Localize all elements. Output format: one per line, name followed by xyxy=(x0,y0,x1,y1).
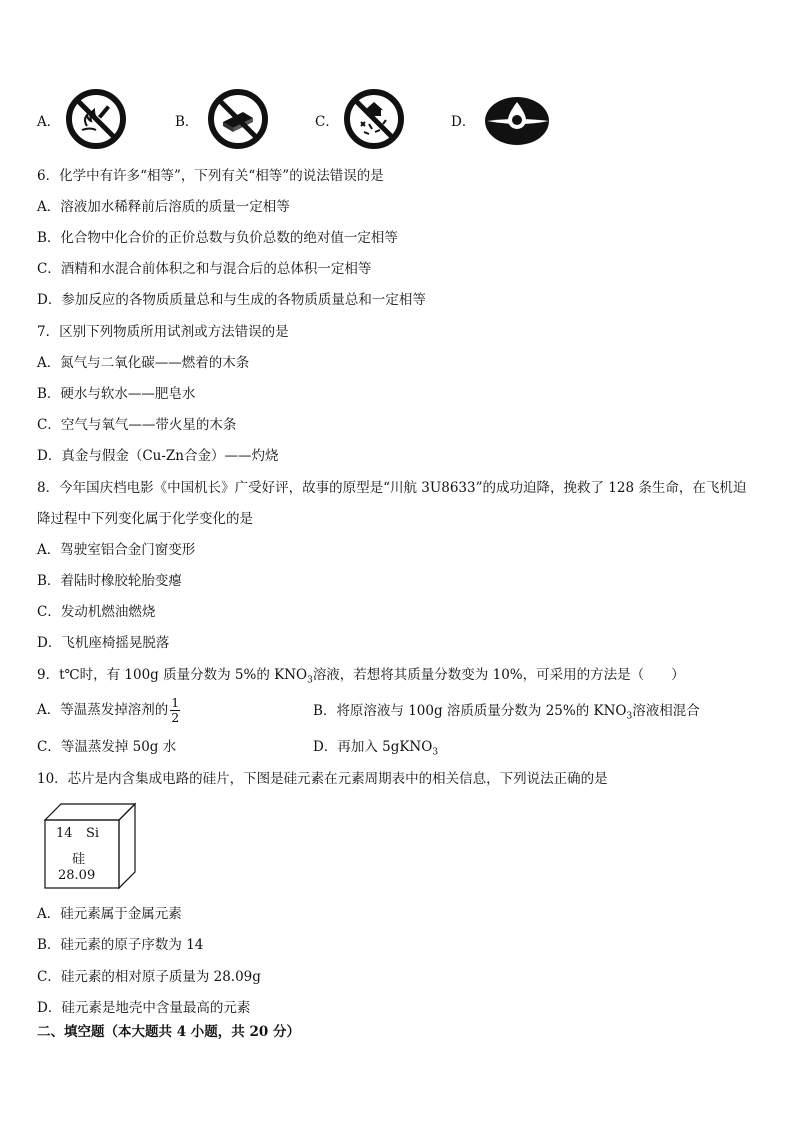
fraction-denominator: 2 xyxy=(171,710,180,725)
q9-stem-pre: 9．t℃时，有 100g 质量分数为 5%的 KNO xyxy=(37,667,308,683)
option-letter-d: D． xyxy=(451,114,476,130)
atomic-mass: 28.09 xyxy=(58,868,96,883)
water-saving-icon xyxy=(483,88,555,150)
q9-option-a xyxy=(37,690,180,730)
q9-option-d-sub: 3 xyxy=(432,747,439,758)
q9-option-d xyxy=(313,738,438,762)
q8-option-a: A．驾驶室铝合金门窗变形 xyxy=(37,542,196,558)
q6-option-c: C．酒精和水混合前体积之和与混合后的总体积一定相等 xyxy=(37,261,372,277)
q9-option-d-pre: D．再加入 5gKNO xyxy=(313,739,433,755)
q9-option-b-post: 溶液相混合 xyxy=(632,703,700,719)
q9-option-b-pre: B．将原溶液与 100g 溶质质量分数为 25%的 KNO xyxy=(313,703,627,719)
q8-stem-line1: 8．今年国庆档电影《中国机长》广受好评，故事的原型是“川航 3U8633”的成功迫降，挽救了 128 条生命，在飞机迫 xyxy=(37,480,747,496)
section-heading: 二、填空题（本大题共 4 小题，共 20 分） xyxy=(37,1024,300,1040)
q6-option-a: A．溶液加水稀释前后溶质的质量一定相等 xyxy=(37,199,290,215)
atomic-number: 14 xyxy=(56,826,73,841)
no-flammable-icon xyxy=(343,88,405,150)
q10-option-b: B．硅元素的原子序数为 14 xyxy=(37,937,204,953)
q6-option-b: B．化合物中化合价的正价总数与负价总数的绝对值一定相等 xyxy=(37,230,398,246)
q9-option-a-text: A．等温蒸发掉溶剂的 xyxy=(37,702,169,718)
q9-option-b-sub: 3 xyxy=(626,711,633,722)
element-name: 硅 xyxy=(72,852,86,867)
q10-stem: 10．芯片是内含集成电路的硅片，下图是硅元素在元素周期表中的相关信息，下列说法正确的是 xyxy=(37,771,608,787)
no-fireworks-icon xyxy=(207,88,269,150)
q6-stem: 6．化学中有许多“相等”，下列有关“相等”的说法错误的是 xyxy=(37,168,384,184)
q7-option-c: C．空气与氧气——带火星的木条 xyxy=(37,417,237,433)
q8-option-b: B．着陆时橡胶轮胎变瘪 xyxy=(37,573,182,589)
option-letter-b: B． xyxy=(175,114,199,130)
q9-option-c: C．等温蒸发掉 50g 水 xyxy=(37,739,177,755)
fraction-numerator: 1 xyxy=(171,695,180,710)
q7-option-d: D．真金与假金（Cu-Zn合金）——灼烧 xyxy=(37,448,279,464)
q7-option-b: B．硬水与软水——肥皂水 xyxy=(37,386,196,402)
fraction xyxy=(170,696,180,725)
q8-stem-line2: 降过程中下列变化属于化学变化的是 xyxy=(37,511,253,527)
q9-stem-sub: 3 xyxy=(307,675,313,686)
q10-option-d: D．硅元素是地壳中含量最高的元素 xyxy=(37,1000,251,1016)
q10-option-a: A．硅元素属于金属元素 xyxy=(37,906,182,922)
element-symbol: Si xyxy=(86,826,100,841)
q7-stem: 7．区别下列物质所用试剂或方法错误的是 xyxy=(37,324,289,340)
q10-option-c: C．硅元素的相对原子质量为 28.09g xyxy=(37,969,261,985)
q8-option-c: C．发动机燃油燃烧 xyxy=(37,604,156,620)
option-letter-c: C． xyxy=(315,114,339,130)
q8-option-d: D．飞机座椅摇晃脱落 xyxy=(37,635,170,651)
option-letter-a: A． xyxy=(37,114,61,130)
periodic-table-cell xyxy=(44,802,136,892)
q7-option-a: A．氮气与二氧化碳——燃着的木条 xyxy=(37,355,250,371)
q9-stem xyxy=(37,666,685,690)
q9-option-b xyxy=(313,702,700,726)
q9-stem-post: 溶液，若想将其质量分数变为 10%，可采用的方法是（ ） xyxy=(312,667,685,683)
q5-options xyxy=(37,88,757,150)
no-smoking-icon xyxy=(65,88,127,150)
q6-option-d: D．参加反应的各物质质量总和与生成的各物质质量总和一定相等 xyxy=(37,292,426,308)
